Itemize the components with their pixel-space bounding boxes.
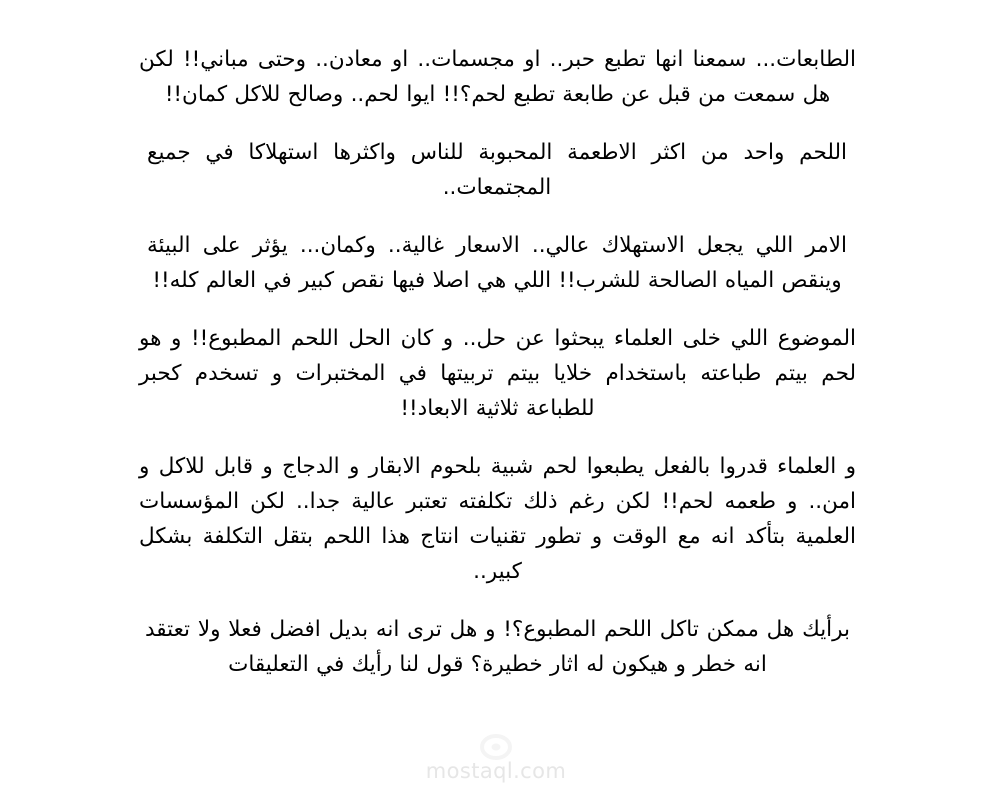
paragraph-6: برأيك هل ممكن تاكل اللحم المطبوع؟! و هل ترى انه بديل افضل فعلا ولا تعتقد انه خطر و هيكون له اثار خطيرة؟ قول لنا رأيك في التعليقات [145, 617, 850, 677]
paragraph-2: اللحم واحد من اكثر الاطعمة المحبوبة للناس واكثرها استهلاكا في جميع المجتمعات.. [147, 140, 847, 200]
paragraph-5: و العلماء قدروا بالفعل يطبعوا لحم شبية بلحوم الابقار و الدجاج و قابل للاكل و امن.. و طعمه لحم!! لكن رغم ذلك تكلفته تعتبر عالية جدا.. لكن المؤسسات العلمية بتأكد انه مع الوقت و تطور تقنيات انتاج هذا اللحم بتقل التكلفة بشكل كبير.. [139, 454, 856, 584]
paragraph-3: الامر اللي يجعل الاستهلاك عالي.. الاسعار غالية.. وكمان... يؤثر على البيئة وينقص المياه الصالحة للشرب!! اللي هي اصلا فيها نقص كبير في العالم كله!! [147, 233, 847, 293]
watermark [0, 714, 992, 784]
watermark-text: mostaql.com [425, 759, 567, 783]
article-body [139, 42, 856, 682]
paragraph-1: الطابعات... سمعنا انها تطبع حبر.. او مجسمات.. او معادن.. وحتى مباني!! لكن هل سمعت من قبل عن طابعة تطبع لحم؟!! ايوا لحم.. وصالح للاكل كمان!! [139, 47, 856, 107]
mostaql-logo-icon [473, 732, 519, 762]
paragraph-4: الموضوع اللي خلى العلماء يبحثوا عن حل.. و كان الحل اللحم المطبوع!! و هو لحم بيتم طباعته باستخدام خلايا بيتم تربيتها في المختبرات و تسخدم كحبر للطباعة ثلاثية الابعاد!! [139, 326, 856, 421]
